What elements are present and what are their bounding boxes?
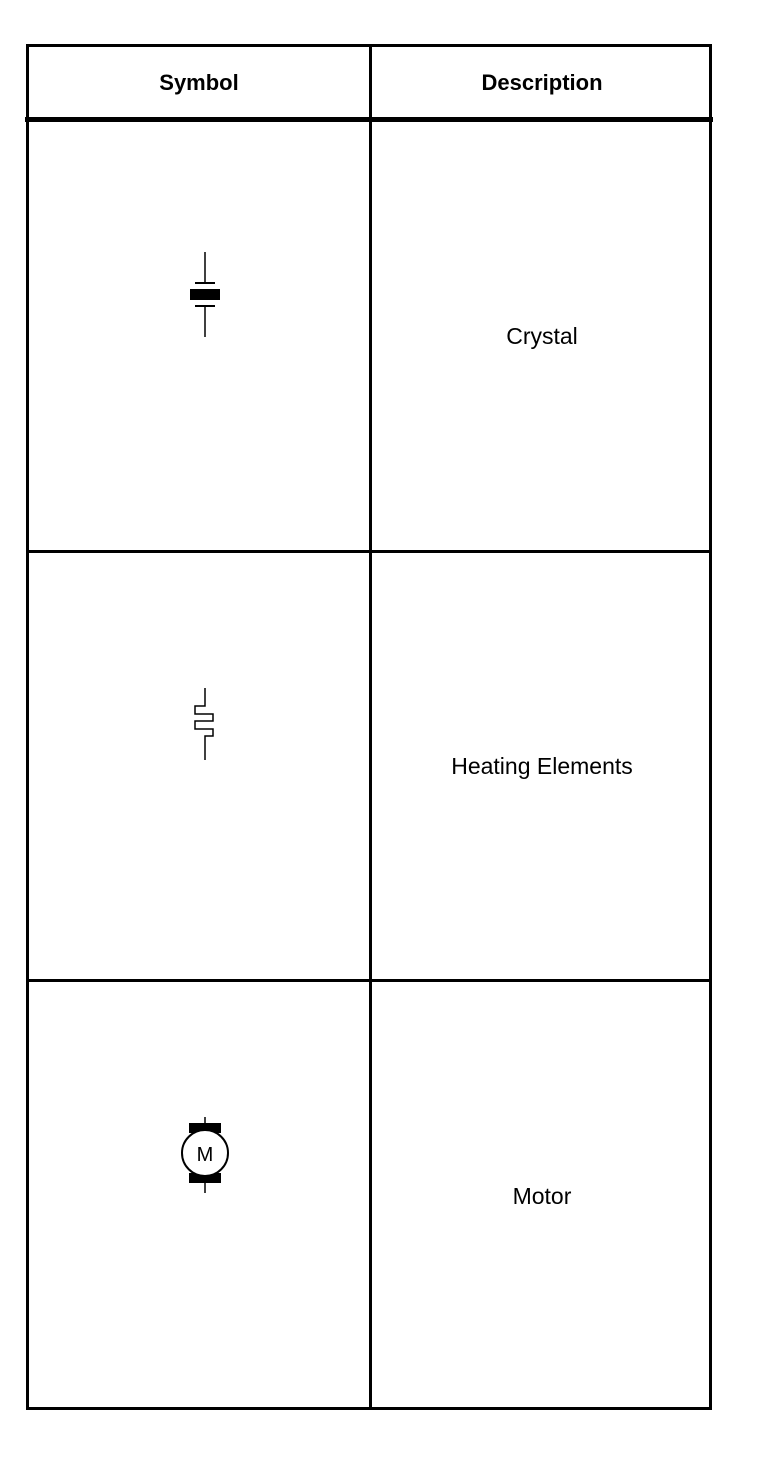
symbol-cell xyxy=(29,122,369,550)
table-row xyxy=(29,982,709,1410)
header-row xyxy=(29,47,709,118)
symbol-cell xyxy=(29,982,369,1410)
motor-icon xyxy=(175,1117,235,1197)
crystal-icon xyxy=(185,252,225,342)
description-cell: Motor xyxy=(512,1182,572,1209)
symbol-table xyxy=(26,44,712,1410)
table-row xyxy=(29,122,709,550)
description-cell: Heating Elements xyxy=(451,752,633,779)
motor-label: M xyxy=(196,1144,214,1166)
heating-element-icon xyxy=(185,688,225,768)
header-description: Description xyxy=(481,69,603,95)
header-symbol: Symbol xyxy=(159,69,239,95)
symbol-cell xyxy=(29,553,369,979)
table-row xyxy=(29,553,709,979)
description-cell: Crystal xyxy=(506,322,578,349)
